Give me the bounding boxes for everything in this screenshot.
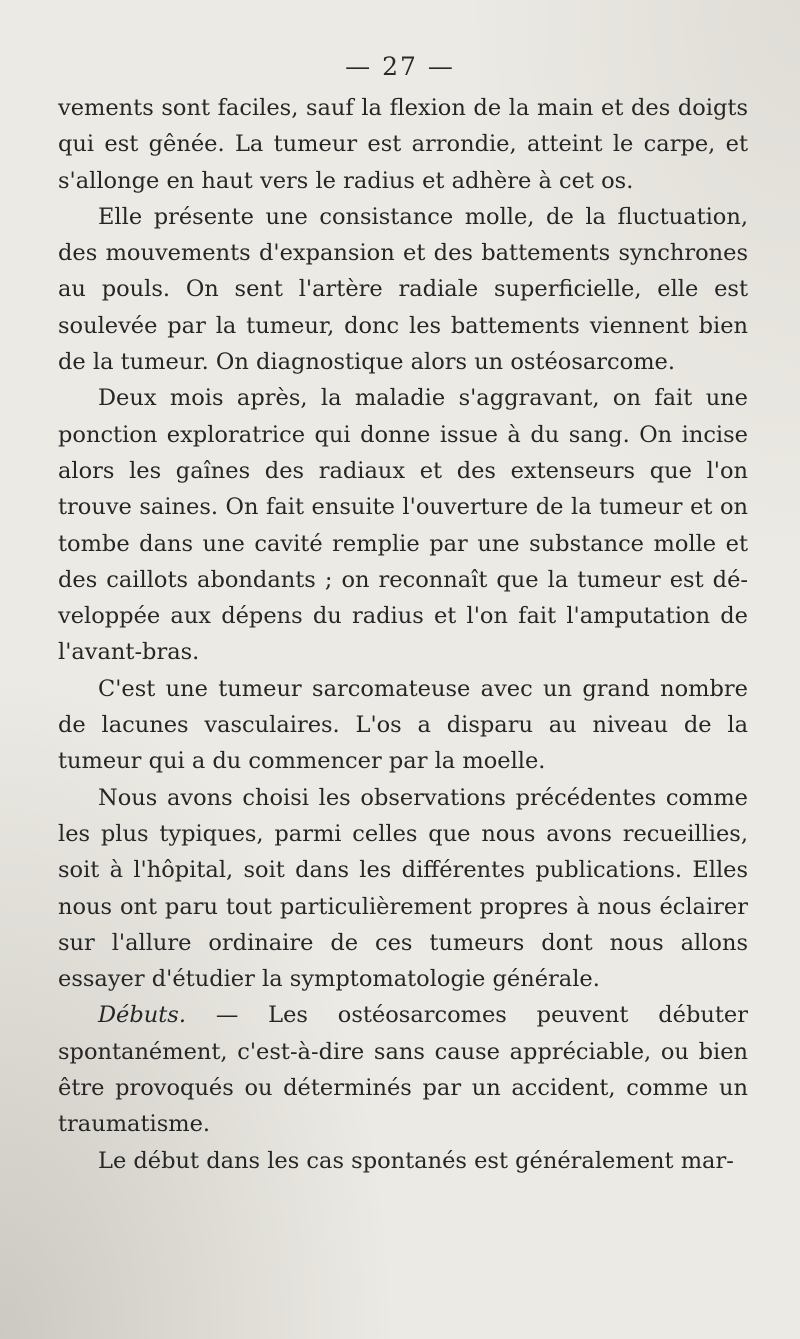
- page-number: — 27 —: [345, 52, 455, 81]
- paragraph-debuts: [58, 997, 748, 1142]
- debuts-heading: Débuts.: [98, 1002, 186, 1029]
- debuts-text: — Les ostéosarcomes peuvent débuter spontanément, c'est-à-dire sans cause appréciable, ou bien être provoqués ou déterminés par un accident, comme un traumatisme.: [58, 1002, 748, 1138]
- paragraph-debut-spontanes: Le début dans les cas spontanés est généralement mar-: [98, 1147, 734, 1174]
- paragraph-sarcomateuse: C'est une tumeur sarcomateuse avec un grand nombre de lacunes vasculaires. L'os a disparu au niveau de la tumeur qui a du commencer par la moelle.: [58, 675, 748, 775]
- paragraph-consistance: Elle présente une consistance molle, de la fluctuation, des mouvements d'expansion et des battements synchrones au pouls. On sent l'artère radiale superficielle, elle est soulevée par la tumeur, donc les battements viennent bien de la tumeur. On diagnostique alors un ostéosarcome.: [58, 203, 748, 376]
- paragraph-ponction: Deux mois après, la maladie s'aggravant, on fait une ponction exploratrice qui donne issue à du sang. On incise alors les gaînes des radiaux et des extenseurs que l'on trouve saines. On fait ensuite l'ouverture de la tumeur et on tombe dans une cavité remplie par une substance molle et des caillots abondants ; on reconnaît que la tumeur est développée aux dépens du radius et l'on fait l'amputation de l'avant-bras.: [58, 385, 748, 666]
- paragraph-continuation: vements sont faciles, sauf la flexion de la main et des doigts qui est gênée. La tumeur est arrondie, atteint le carpe, et s'allonge en haut vers le radius et adhère à cet os.: [58, 95, 748, 194]
- paragraph-observations: Nous avons choisi les observations précédentes comme les plus typiques, parmi celles que nous avons recueillies, soit à l'hôpital, soit dans les différentes publications. Elles nous ont paru tout particulièrement propres à nous éclairer sur l'allure ordinaire de ces tumeurs dont nous allons essayer d'étudier la symptomatologie générale.: [58, 784, 748, 993]
- body-text: [58, 90, 748, 1179]
